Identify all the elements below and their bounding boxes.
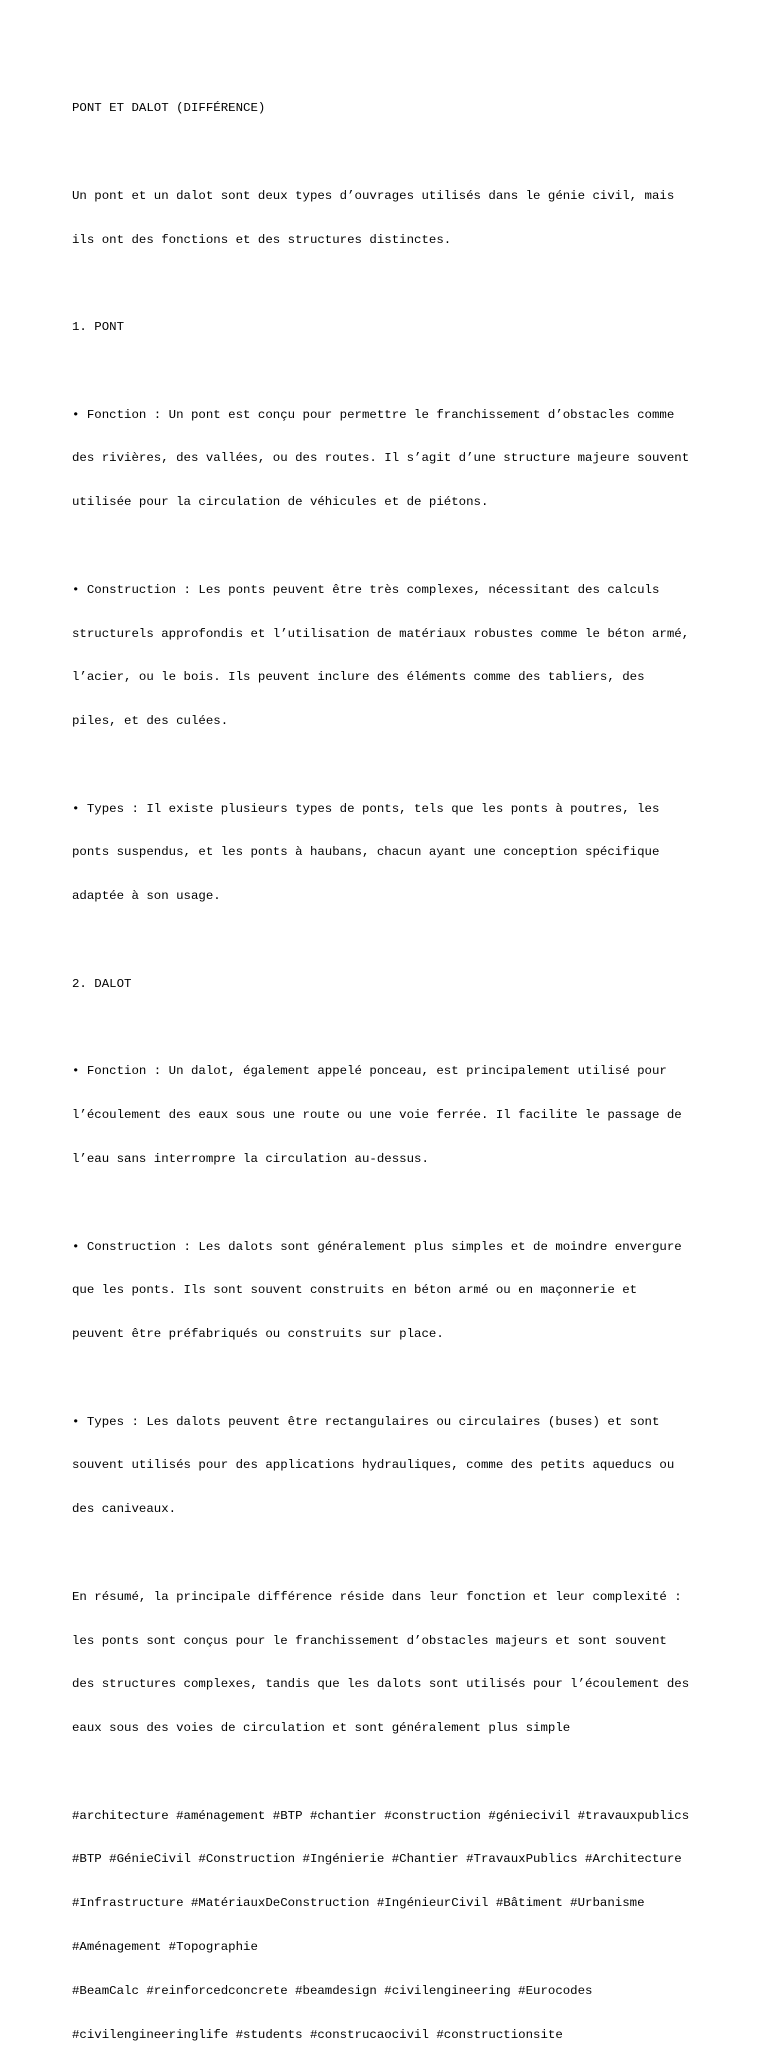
text-line: Un pont et un dalot sont deux types d’ouvrages utilisés dans le génie civil, mais	[72, 188, 675, 203]
text-line: adaptée à son usage.	[72, 889, 221, 904]
heading-line: 2. DALOT	[72, 976, 132, 991]
text-line: des rivières, des vallées, ou des routes. Il s’agit d’une structure majeure souvent	[72, 451, 690, 466]
hashtag-line: #civilengineeringlife #students #construcaocivil #constructionsite	[72, 2027, 563, 2042]
pont-fonction-paragraph	[72, 378, 712, 539]
text-line: peuvent être préfabriqués ou construits sur place.	[72, 1327, 444, 1342]
hashtag-line: #Aménagement #Topographie	[72, 1940, 258, 1954]
hashtags-paragraph	[72, 1779, 712, 2048]
text-line: • Fonction : Un pont est conçu pour permettre le franchissement d’obstacles comme	[72, 407, 675, 422]
summary-paragraph	[72, 1561, 712, 1765]
text-line: des structures complexes, tandis que les dalots sont utilisés pour l’écoulement des	[72, 1677, 690, 1692]
text-line: utilisée pour la circulation de véhicules et de piétons.	[72, 495, 489, 510]
text-line: l’acier, ou le bois. Ils peuvent inclure des éléments comme des tabliers, des	[72, 670, 645, 685]
text-line: des caniveaux.	[72, 1502, 177, 1517]
document-page	[72, 72, 712, 2048]
hashtag-line: #architecture #aménagement #BTP #chantier #construction #géniecivil #travauxpublics	[72, 1808, 690, 1823]
text-line: • Construction : Les dalots sont généralement plus simples et de moindre envergure	[72, 1239, 682, 1254]
text-line: structurels approfondis et l’utilisation de matériaux robustes comme le béton armé,	[72, 626, 690, 641]
dalot-types-paragraph	[72, 1385, 712, 1546]
text-line: En résumé, la principale différence réside dans leur fonction et leur complexité :	[72, 1589, 682, 1604]
text-line: ponts suspendus, et les ponts à haubans, chacun ayant une conception spécifique	[72, 845, 660, 860]
text-line: • Types : Il existe plusieurs types de ponts, tels que les ponts à poutres, les	[72, 801, 660, 816]
section-heading-pont	[72, 291, 712, 364]
text-line: souvent utilisés pour des applications hydrauliques, comme des petits aqueducs ou	[72, 1458, 675, 1473]
text-line: l’eau sans interrompre la circulation au-dessus.	[72, 1151, 429, 1166]
dalot-construction-paragraph	[72, 1210, 712, 1371]
text-line: ils ont des fonctions et des structures distinctes.	[72, 232, 452, 247]
text-line: eaux sous des voies de circulation et sont généralement plus simple	[72, 1721, 571, 1736]
text-line: que les ponts. Ils sont souvent construits en béton armé ou en maçonnerie et	[72, 1283, 638, 1298]
pont-construction-paragraph	[72, 554, 712, 758]
section-heading-dalot	[72, 948, 712, 1021]
text-line: • Construction : Les ponts peuvent être très complexes, nécessitant des calculs	[72, 582, 660, 597]
hashtag-line: #BTP #GénieCivil #Construction #Ingénierie #Chantier #TravauxPublics #Architecture	[72, 1852, 682, 1867]
hashtag-line: #BeamCalc #reinforcedconcrete #beamdesign #civilengineering #Eurocodes	[72, 1983, 593, 1998]
title-line: PONT ET DALOT (DIFFÉRENCE)	[72, 101, 266, 116]
hashtag-line: #Infrastructure #MatériauxDeConstruction #IngénieurCivil #Bâtiment #Urbanisme	[72, 1896, 645, 1911]
pont-types-paragraph	[72, 773, 712, 934]
dalot-fonction-paragraph	[72, 1035, 712, 1196]
text-line: • Fonction : Un dalot, également appelé ponceau, est principalement utilisé pour	[72, 1064, 667, 1079]
text-line: • Types : Les dalots peuvent être rectangulaires ou circulaires (buses) et sont	[72, 1414, 660, 1429]
text-line: les ponts sont conçus pour le franchissement d’obstacles majeurs et sont souvent	[72, 1633, 667, 1648]
intro-paragraph	[72, 160, 712, 277]
text-line: l’écoulement des eaux sous une route ou une voie ferrée. Il facilite le passage de	[72, 1108, 682, 1123]
document-title	[72, 72, 712, 145]
heading-line: 1. PONT	[72, 320, 125, 335]
text-line: piles, et des culées.	[72, 714, 229, 729]
